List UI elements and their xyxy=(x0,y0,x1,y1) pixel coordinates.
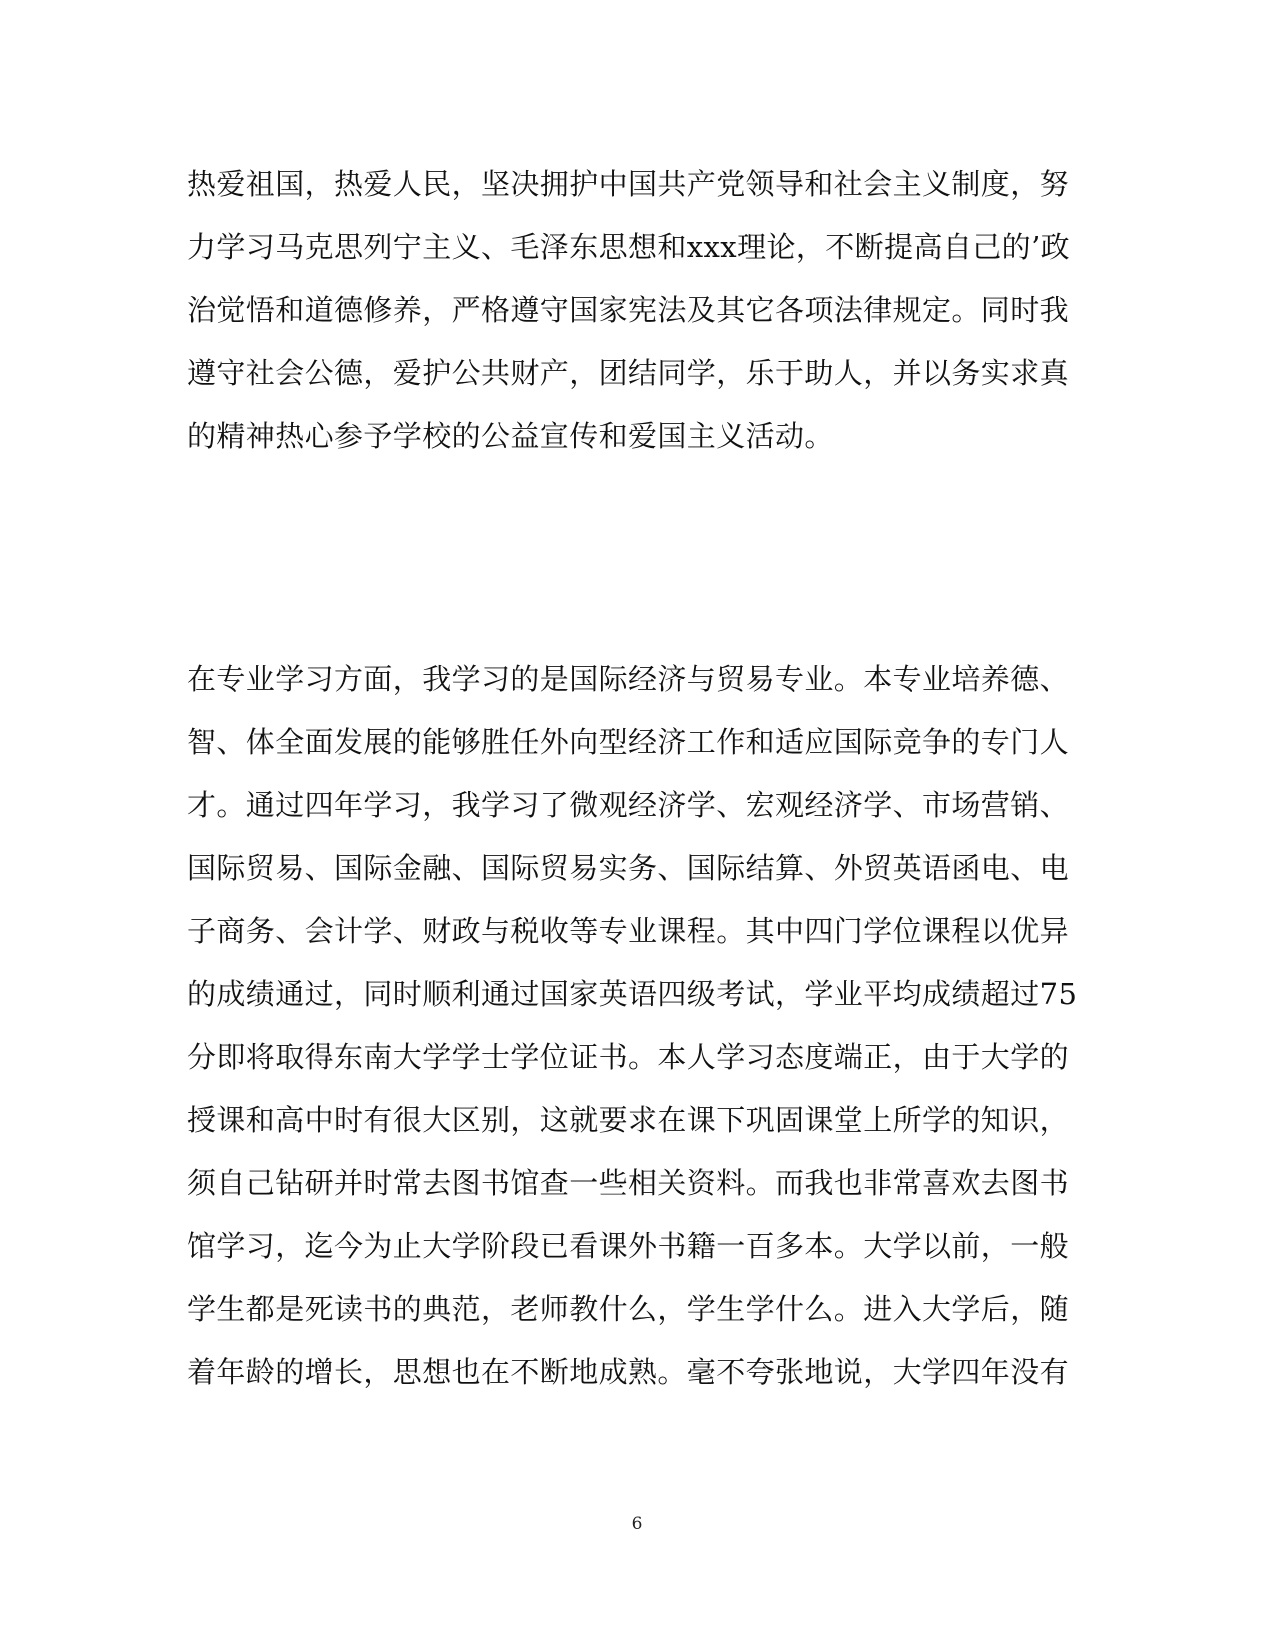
text-line: 馆学习，迄今为止大学阶段已看课外书籍一百多本。大学以前，一般 xyxy=(187,1229,1070,1263)
text-line: 遵守社会公德，爱护公共财产，团结同学，乐于助人，并以务实求真 xyxy=(187,356,1070,390)
text-line: 治觉悟和道德修养，严格遵守国家宪法及其它各项法律规定。同时我 xyxy=(187,293,1070,327)
text-line: 须自己钻研并时常去图书馆查一些相关资料。而我也非常喜欢去图书 xyxy=(187,1166,1070,1200)
text-line: 的成绩通过，同时顺利通过国家英语四级考试，学业平均成绩超过75 xyxy=(187,977,1078,1011)
page-number: 6 xyxy=(631,1514,643,1534)
text-line: 学生都是死读书的典范，老师教什么，学生学什么。进入大学后，随 xyxy=(187,1292,1070,1326)
text-line: 着年龄的增长，思想也在不断地成熟。毫不夸张地说，大学四年没有 xyxy=(187,1355,1070,1389)
text-line: 才。通过四年学习，我学习了微观经济学、宏观经济学、市场营销、 xyxy=(187,788,1070,822)
text-line: 国际贸易、国际金融、国际贸易实务、国际结算、外贸英语函电、电 xyxy=(187,851,1070,885)
text-line: 分即将取得东南大学学士学位证书。本人学习态度端正，由于大学的 xyxy=(187,1040,1070,1074)
text-line: 授课和高中时有很大区别，这就要求在课下巩固课堂上所学的知识， xyxy=(187,1103,1070,1137)
text-line: 的精神热心参予学校的公益宣传和爱国主义活动。 xyxy=(187,419,834,453)
text-line: 智、体全面发展的能够胜任外向型经济工作和适应国际竞争的专门人 xyxy=(187,725,1070,759)
text-line: 热爱祖国，热爱人民，坚决拥护中国共产党领导和社会主义制度，努 xyxy=(187,167,1070,201)
text-line: 子商务、会计学、财政与税收等专业课程。其中四门学位课程以优异 xyxy=(187,914,1070,948)
text-line: 在专业学习方面，我学习的是国际经济与贸易专业。本专业培养德、 xyxy=(187,662,1070,696)
text-line: 力学习马克思列宁主义、毛泽东思想和xxx理论，不断提高自己的’政 xyxy=(187,230,1071,264)
